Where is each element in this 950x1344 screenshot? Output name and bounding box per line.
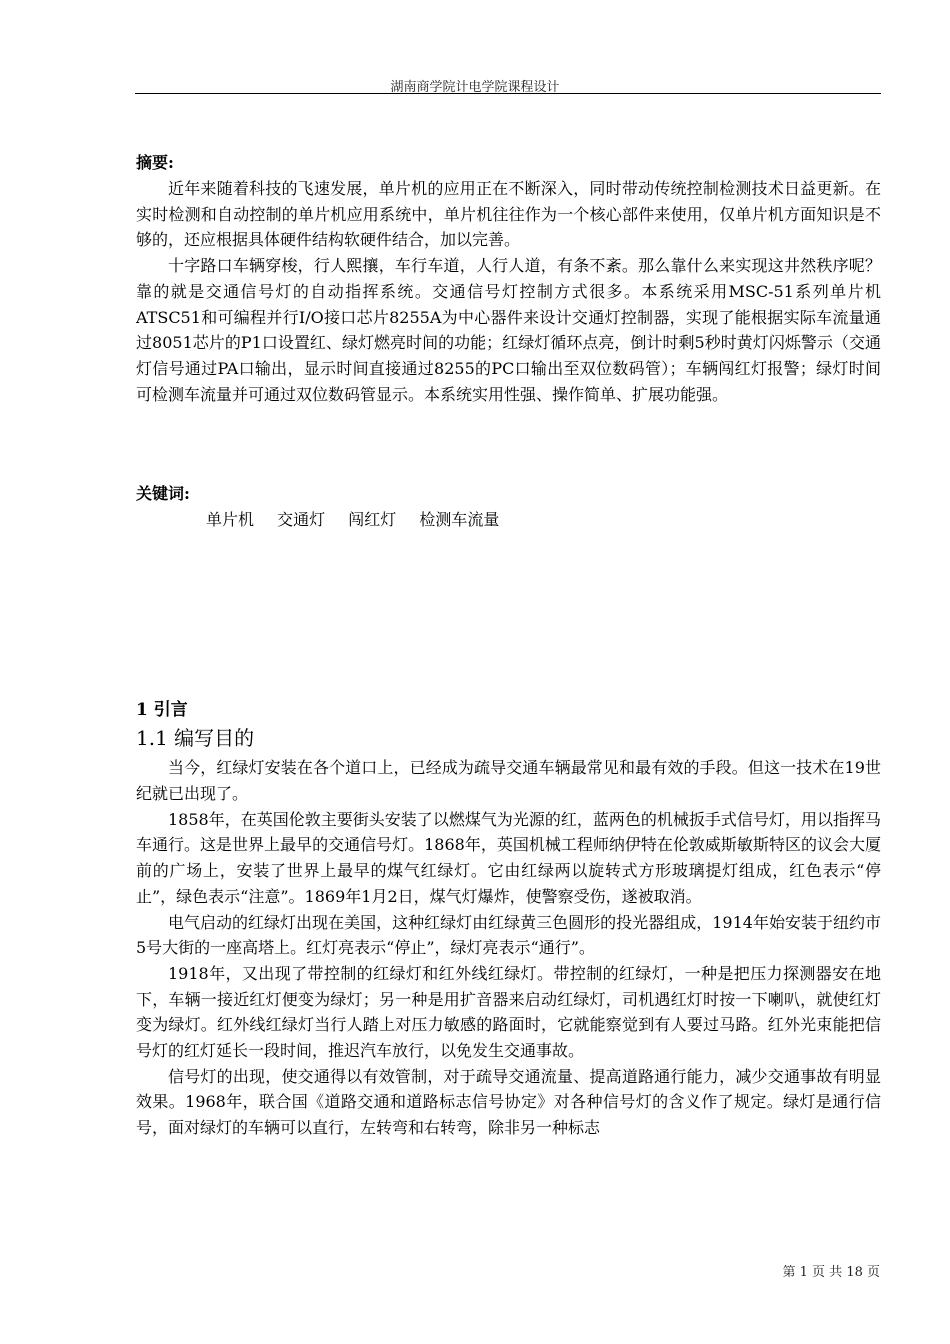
page-content — [136, 150, 881, 1141]
abstract-paragraph-1: 近年来随着科技的飞速发展，单片机的应用正在不断深入，同时带动传统控制检测技术日益更新。在实时检测和自动控制的单片机应用系统中，单片机往往作为一个核心部件来使用，仅单片机方面知识是不够的，还应根据具体硬件结构软硬件结合，加以完善。 — [136, 179, 881, 250]
keyword-item: 闯红灯 — [348, 510, 397, 530]
body-paragraph-4: 1918年，又出现了带控制的红绿灯和红外线红绿灯。带控制的红绿灯，一种是把压力探测器安在地下，车辆一接近红灯便变为绿灯；另一种是用扩音器来启动红绿灯，司机遇红灯时按一下喇叭，就使红灯变为绿灯。红外线红绿灯当行人踏上对压力敏感的路面时，它就能察觉到有人要过马路。红外光束能把信号灯的红灯延长一段时间，推迟汽车放行，以免发生交通事故。 — [136, 963, 881, 1061]
page-footer: 第 1 页 共 18 页 — [782, 1265, 880, 1280]
body-paragraph-2: 1858年，在英国伦敦主要街头安装了以燃煤气为光源的红，蓝两色的机械扳手式信号灯，用以指挥马车通行。这是世界上最早的交通信号灯。1868年，英国机械工程师纳伊特在伦敦威斯敏斯特区的议会大厦前的广场上，安装了世界上最早的煤气红绿灯。它由红绿两以旋转式方形玻璃提灯组成，红色表示“停止”，绿色表示“注意”。1869年1月2日，煤气灯爆炸，使警察受伤，遂被取消。 — [136, 809, 881, 906]
keywords-label: 关键词: — [136, 484, 190, 504]
header-divider — [135, 93, 881, 94]
body-paragraph-1: 当今，红绿灯安装在各个道口上，已经成为疏导交通车辆最常见和最有效的手段。但这一技术在19世纪就已出现了。 — [136, 758, 881, 804]
body-paragraph-3: 电气启动的红绿灯出现在美国，这种红绿灯由红绿黄三色圆形的投光器组成，1914年始安装于纽约市5号大街的一座高塔上。红灯亮表示“停止”，绿灯亮表示“通行”。 — [136, 912, 881, 958]
keyword-item: 单片机 — [206, 510, 255, 530]
section-heading: 1 引言 — [136, 700, 188, 721]
subsection-heading: 1.1 编写目的 — [136, 726, 255, 751]
abstract-label: 摘要: — [136, 153, 174, 172]
keywords-list — [136, 507, 881, 533]
body-paragraph-5: 信号灯的出现，使交通得以有效管制，对于疏导交通流量、提高道路通行能力，减少交通事故有明显效果。1968年，联合国《道路交通和道路标志信号协定》对各种信号灯的含义作了规定。绿灯是通行信号，面对绿灯的车辆可以直行，左转弯和右转弯，除非另一种标志 — [136, 1066, 881, 1138]
abstract-paragraph-2: 十字路口车辆穿梭，行人熙攘，车行车道，人行人道，有条不紊。那么靠什么来实现这井然秩序呢？靠的就是交通信号灯的自动指挥系统。交通信号灯控制方式很多。本系统采用MSC-51系列单片机ATSC51和可编程并行I/O接口芯片8255A为中心器件来设计交通灯控制器，实现了能根据实际车流量通过8051芯片的P1口设置红、绿灯燃亮时间的功能；红绿灯循环点亮，倒计时剩5秒时黄灯闪烁警示（交通灯信号通过PA口输出，显示时间直接通过8255的PC口输出至双位数码管）；车辆闯红灯报警；绿灯时间可检测车流量并可通过双位数码管显示。本系统实用性强、操作简单、扩展功能强。 — [136, 256, 881, 404]
keyword-item: 检测车流量 — [419, 510, 500, 530]
keyword-item: 交通灯 — [277, 510, 326, 530]
page-header: 湖南商学院计电学院课程设计 — [390, 80, 560, 95]
